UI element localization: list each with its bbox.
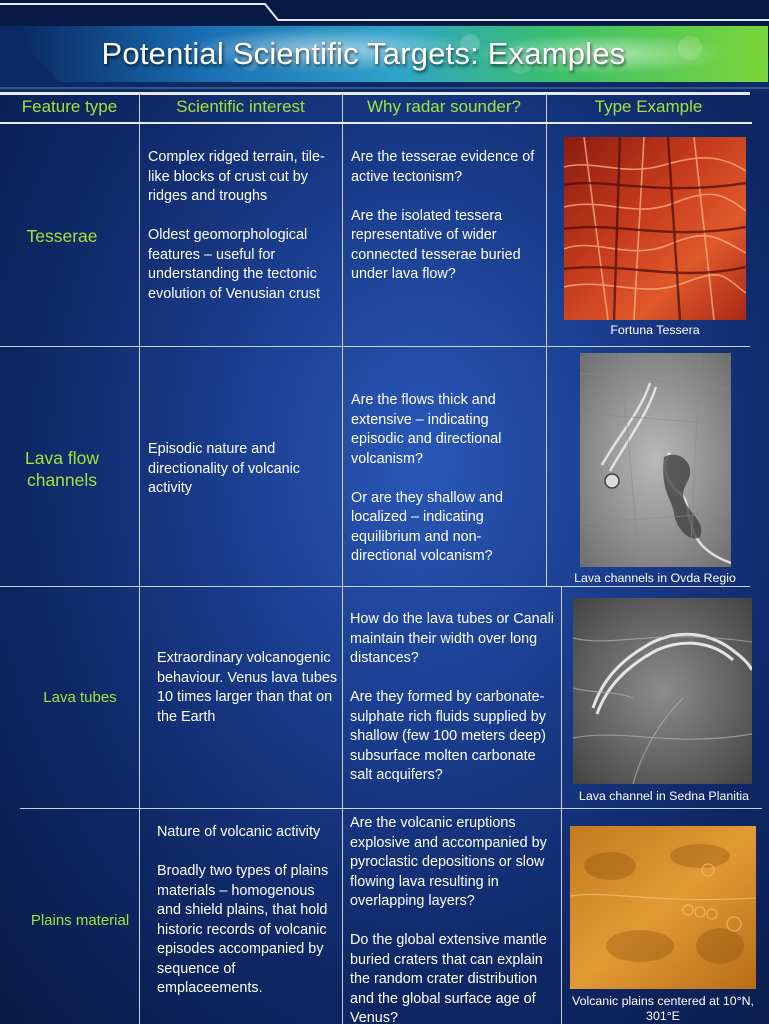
- tessera-image: [564, 137, 746, 320]
- column-header-scientific-interest: Scientific interest: [176, 97, 305, 116]
- interest-plains: [157, 823, 339, 999]
- row-divider-1: [0, 346, 750, 347]
- column-header-type-example: Type Example: [594, 97, 703, 116]
- row-divider-3: [20, 808, 762, 809]
- feature-tesserae: Tesserae: [26, 226, 98, 246]
- caption-lava-tube: Lava channel in Sedna Planitia: [578, 789, 750, 803]
- feature-lava-tubes: Lava tubes: [43, 689, 117, 706]
- caption-tessera: Fortuna Tessera: [610, 323, 700, 337]
- lava-tube-image: [573, 598, 752, 784]
- radar-lava-flow: [351, 391, 541, 567]
- caption-lava-flow: Lava channels in Ovda Regio: [574, 571, 736, 585]
- column-header-why-radar: Why radar sounder?: [366, 97, 522, 116]
- row-divider-2: [0, 586, 750, 587]
- caption-plains: Volcanic plains centered at 10°N, 301°E: [572, 994, 754, 1023]
- feature-plains-material: Plains material: [30, 912, 130, 929]
- interest-plains-para-1: Nature of volcanic activity: [157, 824, 321, 840]
- interest-tesserae-para-2: Oldest geomorphological features – useful for understanding the tectonic evolution of Venusian crust: [148, 227, 320, 302]
- radar-lava-flow-para-1: Are the flows thick and extensive – indicating episodic and directional volcanism?: [351, 392, 502, 467]
- interest-tesserae: [148, 148, 338, 304]
- column-divider-3b: [561, 586, 562, 1024]
- header-rule-bottom: [0, 122, 752, 124]
- interest-tesserae-para-1: Complex ridged terrain, tile-like blocks of crust cut by ridges and troughs: [148, 149, 325, 204]
- header-rule-top: [0, 92, 750, 95]
- radar-tesserae-para-1: Are the tesserae evidence of active tectonism?: [351, 149, 535, 185]
- column-divider-1: [139, 92, 140, 1024]
- column-header-feature-type: Feature type: [21, 97, 118, 116]
- radar-plains: [350, 814, 556, 1024]
- interest-lava-tubes-para-1: Extraordinary volcanogenic behaviour. Venus lava tubes 10 times larger than that on the Earth: [157, 650, 338, 725]
- radar-plains-para-2: Do the global extensive mantle buried craters that can explain the random crater distribution and the global surface age of Venus?: [350, 932, 547, 1024]
- radar-lava-tubes: [350, 610, 555, 786]
- lava-flow-image: [580, 353, 731, 567]
- plains-image: [570, 826, 756, 989]
- radar-lava-tubes-para-1: How do the lava tubes or Canali maintain their width over long distances?: [350, 611, 554, 666]
- slide-title: Potential Scientific Targets: Examples: [101, 36, 626, 71]
- radar-lava-flow-para-2: Or are they shallow and localized – indicating equilibrium and non-directional volcanism?: [351, 489, 503, 564]
- radar-lava-tubes-para-2: Are they formed by carbonate-sulphate rich fluids supplied by shallow (few 100 meters deep) subsurface molten carbonate salt acquifers?: [350, 689, 546, 783]
- radar-tesserae: [351, 148, 541, 285]
- interest-lava-flow-para-1: Episodic nature and directionality of volcanic activity: [148, 441, 300, 496]
- interest-plains-para-2: Broadly two types of plains materials – homogenous and shield plains, that hold historic records of volcanic episodes accompanied by sequence of emplaceements.: [157, 863, 329, 996]
- radar-plains-para-1: Are the volcanic eruptions explosive and accompanied by pyroclastic depositions or slow flowing lava resulting in overlapping layers?: [350, 815, 547, 909]
- interest-lava-tubes: [157, 649, 337, 727]
- feature-lava-flow-channels: Lava flow channels: [25, 448, 99, 490]
- radar-tesserae-para-2: Are the isolated tessera representative of wider connected tesserae buried under lava flow?: [351, 207, 521, 282]
- interest-lava-flow: [148, 440, 338, 499]
- column-divider-2: [342, 92, 343, 1024]
- column-divider-3a: [546, 92, 547, 586]
- title-banner: [0, 0, 769, 92]
